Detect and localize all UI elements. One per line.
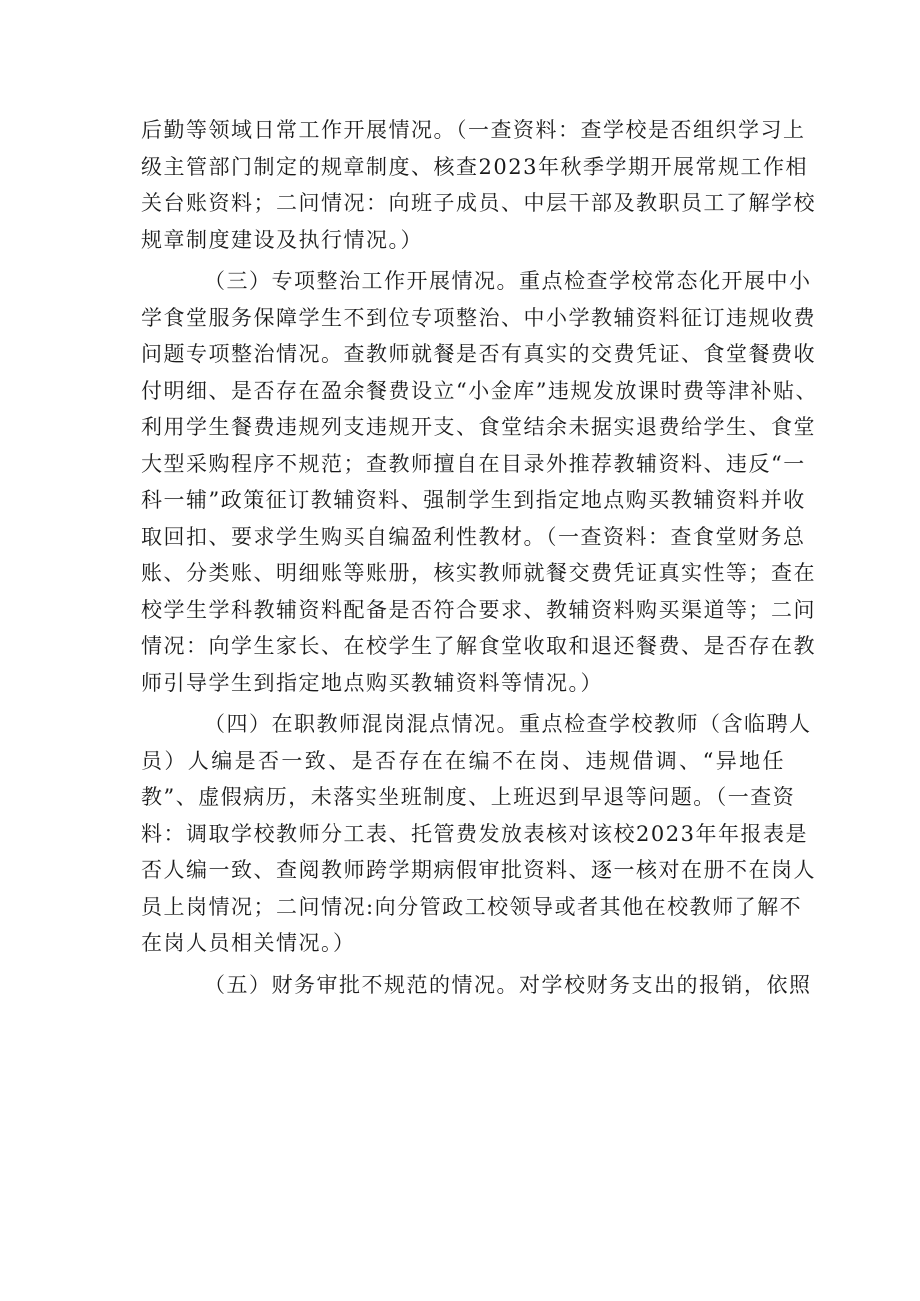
text-line: （四）在职教师混岗混点情况。重点检查学校教师（含临聘人 bbox=[204, 712, 812, 736]
text-line: 关台账资料；二问情况：向班子成员、中层干部及教职员工了解学校 bbox=[141, 191, 816, 215]
paragraph-finance-approval bbox=[141, 967, 812, 1004]
text-line: 利用学生餐费违规列支违规开支、食堂结余未据实退费给学生、食堂 bbox=[141, 415, 816, 439]
text-line: （三）专项整治工作开展情况。重点检查学校常态化开展中小 bbox=[204, 269, 812, 293]
text-line: 否人编一致、查阅教师跨学期病假审批资料、逐一核对在册不在岗人 bbox=[141, 858, 816, 882]
text-line: 料：调取学校教师分工表、托管费发放表核对该校2023年年报表是 bbox=[141, 821, 808, 846]
text-line: 教”、虚假病历，未落实坐班制度、上班迟到早退等问题。（一查资 bbox=[141, 785, 796, 809]
document-body bbox=[141, 112, 818, 1003]
text-line: 付明细、是否存在盈余餐费设立“小金库”违规发放课时费等津补贴、 bbox=[141, 378, 818, 403]
text-line: 员上岗情况；二问情况:向分管政工校领导或者其他在校教师了解不 bbox=[141, 894, 803, 919]
paragraph-special-rectification bbox=[141, 263, 818, 701]
text-line: 问题专项整治情况。查教师就餐是否有真实的交费凭证、食堂餐费收 bbox=[141, 342, 816, 366]
text-line: 后勤等领域日常工作开展情况。（一查资料：查学校是否组织学习上 bbox=[141, 118, 806, 142]
text-line: 校学生学科教辅资料配备是否符合要求、教辅资料购买渠道等；二问 bbox=[141, 597, 816, 622]
paragraph-daily-work-continued bbox=[141, 112, 816, 258]
text-line: 取回扣、要求学生购买自编盈利性教材。（一查资料：查食堂财务总 bbox=[141, 524, 806, 549]
text-line: （五）财务审批不规范的情况。对学校财务支出的报销，依照 bbox=[204, 972, 812, 997]
text-line: 账、分类账、明细账等账册，核实教师就餐交费凭证真实性等；查在 bbox=[141, 561, 816, 585]
text-line: 在岗人员相关情况。） bbox=[141, 931, 356, 955]
text-line: 科一辅”政策征订教辅资料、强制学生到指定地点购买教辅资料并收 bbox=[141, 488, 806, 512]
text-line: 员）人编是否一致、是否存在在编不在岗、违规借调、“异地任 bbox=[141, 748, 785, 773]
paragraph-teacher-posts bbox=[141, 706, 816, 962]
text-line: 师引导学生到指定地点购买教辅资料等情况。） bbox=[141, 670, 603, 695]
text-line: 情况：向学生家长、在校学生了解食堂收取和退还餐费、是否存在教 bbox=[141, 634, 816, 658]
text-line: 学食堂服务保障学生不到位专项整治、中小学教辅资料征订违规收费 bbox=[141, 305, 816, 330]
text-line: 规章制度建设及执行情况。） bbox=[141, 227, 423, 252]
text-line: 级主管部门制定的规章制度、核查2023年秋季学期开展常规工作相 bbox=[141, 154, 808, 179]
text-line: 大型采购程序不规范；查教师擅自在目录外推荐教辅资料、违反“一 bbox=[141, 451, 806, 476]
